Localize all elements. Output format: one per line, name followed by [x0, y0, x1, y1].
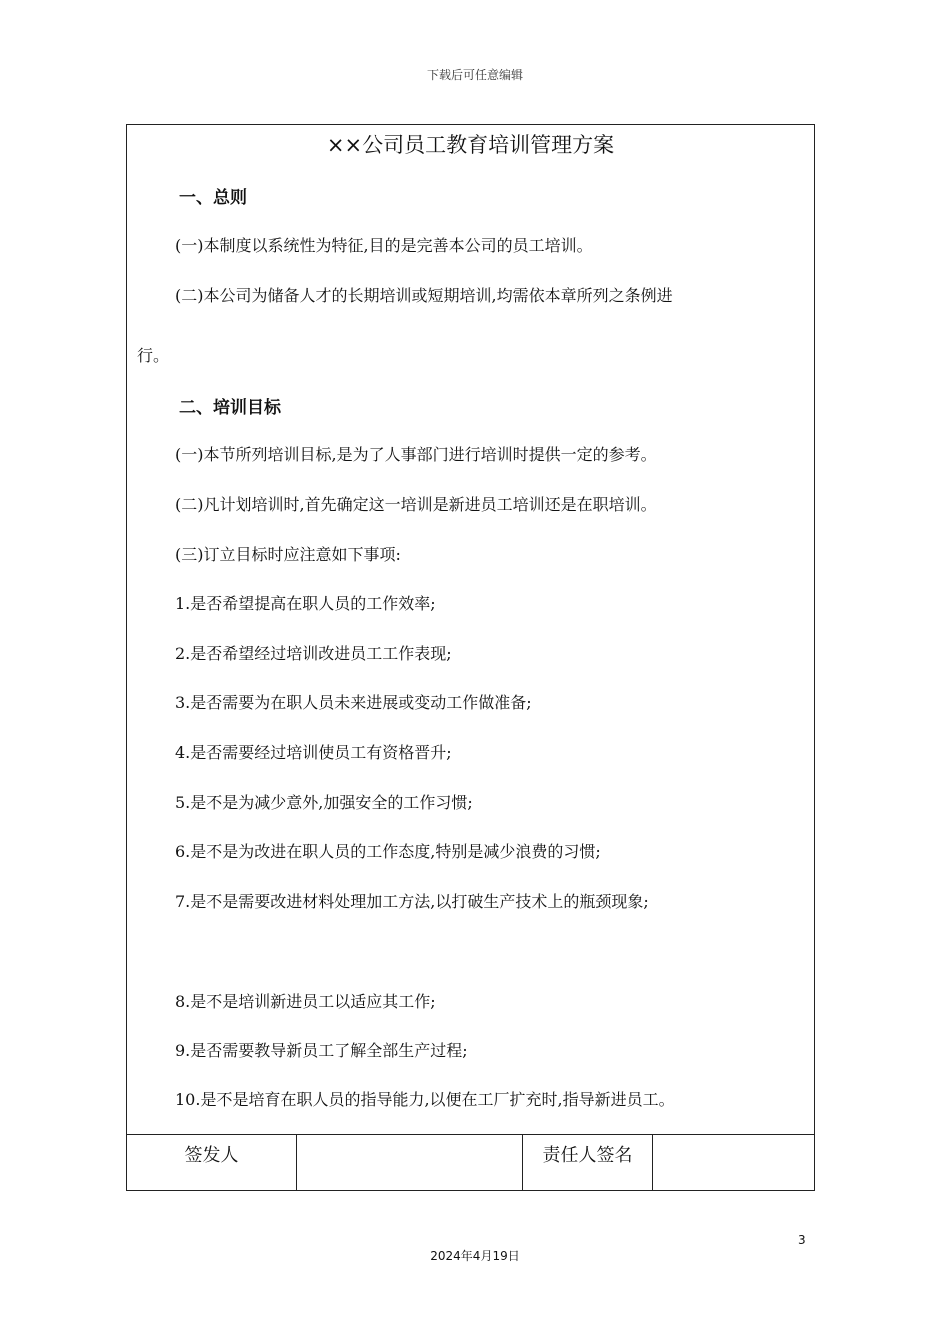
page-number: 3 [798, 1233, 806, 1247]
list-item: 9.是否需要教导新员工了解全部生产过程; [175, 1041, 468, 1060]
issuer-label-cell [127, 1135, 297, 1191]
paragraph: (一)本节所列培训目标,是为了人事部门进行培训时提供一定的参考。 [175, 445, 657, 464]
issuer-label: 签发人 [184, 1145, 239, 1166]
paragraph: (二)凡计划培训时,首先确定这一培训是新进员工培训还是在职培训。 [175, 495, 657, 514]
list-item: 2.是否希望经过培训改进员工工作表现; [175, 644, 452, 663]
document-frame [126, 124, 815, 1191]
section-heading-goals: 二、培训目标 [179, 398, 281, 418]
section-heading-general: 一、总则 [179, 188, 247, 208]
list-item: 10.是不是培育在职人员的指导能力,以便在工厂扩充时,指导新进员工。 [175, 1090, 675, 1109]
list-item: 5.是不是为减少意外,加强安全的工作习惯; [175, 793, 473, 812]
issuer-signature-field[interactable] [297, 1135, 523, 1191]
header-note: 下载后可任意编辑 [426, 68, 523, 82]
paragraph: (三)订立目标时应注意如下事项: [175, 545, 401, 564]
paragraph: (二)本公司为储备人才的长期培训或短期培训,均需依本章所列之条例进 [175, 286, 673, 305]
list-item: 7.是不是需要改进材料处理加工方法,以打破生产技术上的瓶颈现象; [175, 892, 649, 911]
responsible-signature-field[interactable] [653, 1135, 814, 1191]
paragraph: (一)本制度以系统性为特征,目的是完善本公司的员工培训。 [175, 236, 593, 255]
list-item: 8.是不是培训新进员工以适应其工作; [175, 992, 436, 1011]
footer-date: 2024年4月19日 [430, 1249, 520, 1263]
list-item: 3.是否需要为在职人员未来进展或变动工作做准备; [175, 693, 532, 712]
paragraph-continuation: 行。 [137, 346, 170, 365]
list-item: 1.是否希望提高在职人员的工作效率; [175, 594, 436, 613]
list-item: 4.是否需要经过培训使员工有资格晋升; [175, 743, 452, 762]
signature-row [127, 1134, 814, 1191]
list-item: 6.是不是为改进在职人员的工作态度,特别是减少浪费的习惯; [175, 842, 601, 861]
document-title: ××公司员工教育培训管理方案 [326, 133, 615, 157]
responsible-label-cell [523, 1135, 653, 1191]
responsible-label: 责任人签名 [542, 1145, 633, 1166]
